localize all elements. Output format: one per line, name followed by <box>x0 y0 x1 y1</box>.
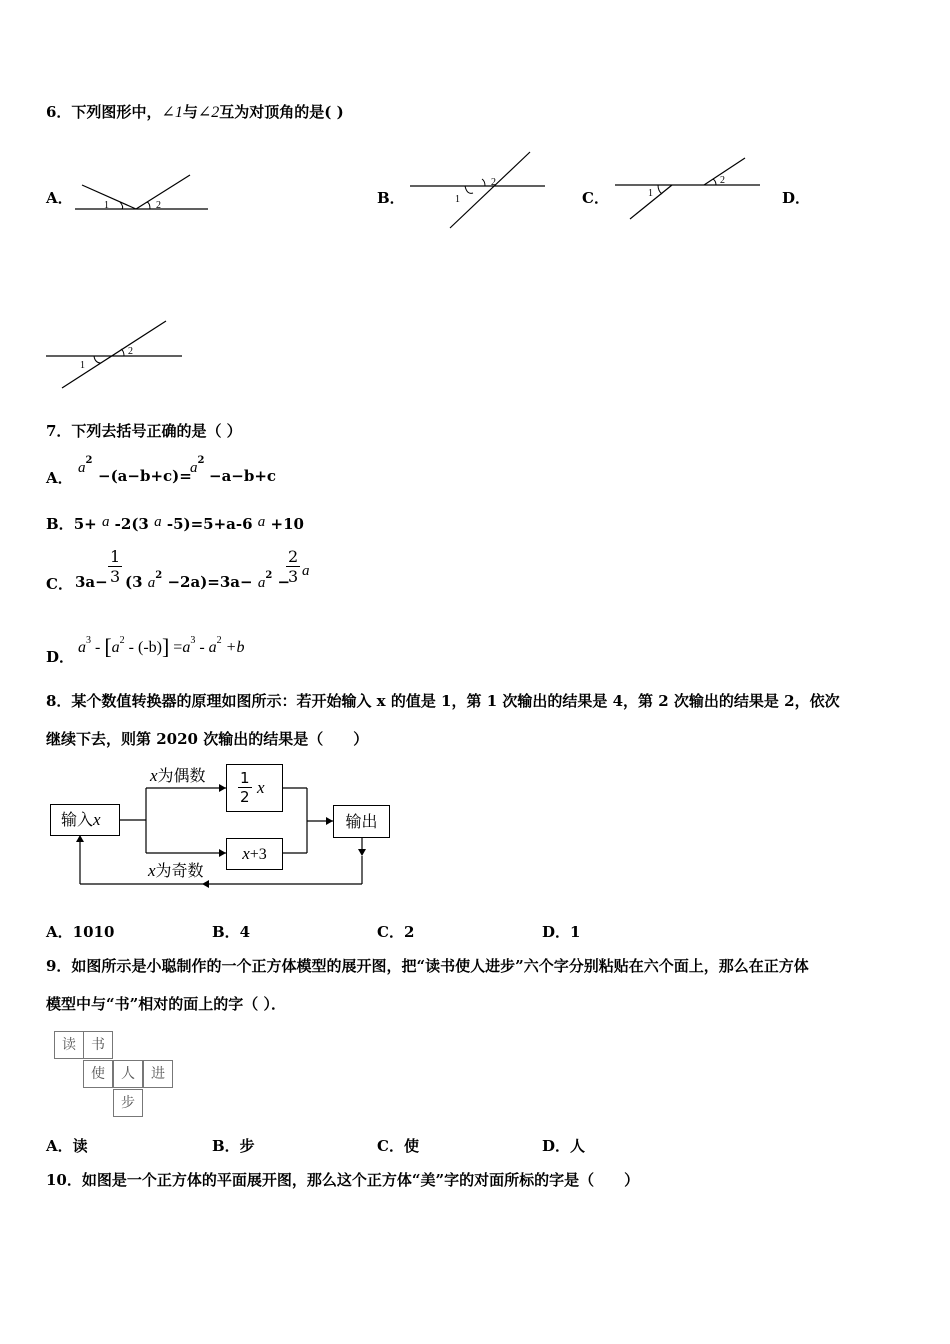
q8-converter-diagram <box>40 758 400 888</box>
q7-option-c-frac2: $\frac{2}{3}$ <box>288 547 299 586</box>
svg-text:2: 2 <box>156 200 161 211</box>
q6-figure-a <box>70 165 215 220</box>
q6-stem: 6．下列图形中，∠1与∠2互为对顶角的是( ) <box>46 103 344 121</box>
net-cell-bu: 步 <box>113 1089 143 1117</box>
q8-option-d: D．1 <box>542 923 581 941</box>
q9-cube-net <box>54 1031 179 1121</box>
q7-option-b: B．5+ a -2(3 a -5)=5+a-6 a +10 <box>46 514 304 533</box>
q8-stem-line2: 继续下去，则第 2020 次输出的结果是（ ） <box>46 730 369 748</box>
q7-option-d-label: D． <box>46 648 75 666</box>
q7-option-c-p2: (3 $a^2 -2a)=3a- a^2$ − <box>125 570 291 591</box>
q8-even-label: x为偶数 <box>150 766 206 785</box>
svg-text:1: 1 <box>455 194 460 205</box>
svg-text:1: 1 <box>80 360 85 371</box>
net-cell-shu: 书 <box>83 1031 113 1059</box>
q10-stem: 10．如图是一个正方体的平面展开图，那么这个正方体“美”字的对面所标的字是（ ） <box>46 1171 640 1189</box>
net-cell-du: 读 <box>54 1031 84 1059</box>
q6-figure-b <box>405 148 550 233</box>
q8-odd-label: x为奇数 <box>148 861 204 880</box>
q9-option-b: B．步 <box>212 1137 255 1155</box>
q7-option-a-expr: $a^2$ <box>78 455 93 476</box>
q7-option-a: A． <box>46 469 73 487</box>
q9-stem-line2: 模型中与“书”相对的面上的字（ ）． <box>46 995 286 1013</box>
q8-half-box: $\frac{1}{2}$ x <box>226 764 283 812</box>
q7-option-c-p1: 3a− <box>75 573 108 591</box>
q7-stem: 7．下列去括号正确的是（ ） <box>46 422 242 440</box>
net-cell-ren: 人 <box>113 1060 143 1088</box>
svg-text:2: 2 <box>491 177 496 188</box>
svg-text:2: 2 <box>128 346 133 357</box>
q6-option-b-label: B． <box>377 189 405 207</box>
q9-option-d: D．人 <box>542 1137 586 1155</box>
net-cell-shi: 使 <box>83 1060 113 1088</box>
q7-option-d-expr: $a^3 - [a^2 - (-b)] =a^3 - a^2 +b$ <box>78 634 245 659</box>
q7-option-c-frac1: $\frac{1}{3}$ <box>110 547 121 586</box>
q6-option-c-label: C． <box>582 189 609 207</box>
net-cell-jin: 进 <box>143 1060 173 1088</box>
q8-stem-line1: 8．某个数值转换器的原理如图所示：若开始输入 x 的值是 1，第 1 次输出的结果是 4，第 2 次输出的结果是 2，依次 <box>46 692 840 710</box>
svg-text:1: 1 <box>104 200 109 211</box>
q7-option-a-rhs-a: $a^2$ <box>190 455 205 476</box>
svg-text:2: 2 <box>720 175 725 186</box>
q7-option-c-label: C． <box>46 575 73 593</box>
q8-plus3-box: x+3 <box>226 838 283 870</box>
q9-option-c: C．使 <box>377 1137 419 1155</box>
q7-option-a-mid: −(a−b+c)= <box>98 467 192 485</box>
q6-option-d-label: D． <box>782 189 811 207</box>
q8-input-box: 输入x <box>50 804 120 836</box>
svg-text:1: 1 <box>648 188 653 199</box>
q9-option-a: A．读 <box>46 1137 88 1155</box>
q8-option-c: C．2 <box>377 923 415 941</box>
q7-option-a-rest: −a−b+c <box>209 467 277 485</box>
q6-figure-d <box>42 316 187 394</box>
q9-stem-line1: 9．如图所示是小聪制作的一个正方体模型的展开图，把“读书使人进步”六个字分别粘贴在六个面上，那么在正方体 <box>46 957 809 975</box>
q8-option-b: B．4 <box>212 923 251 941</box>
q6-option-a-label: A． <box>46 189 73 207</box>
q8-output-box: 输出 <box>333 805 390 838</box>
q6-figure-c <box>610 152 765 224</box>
q7-option-c-trailing-a: a <box>302 563 310 579</box>
q8-option-a: A．1010 <box>46 923 115 941</box>
